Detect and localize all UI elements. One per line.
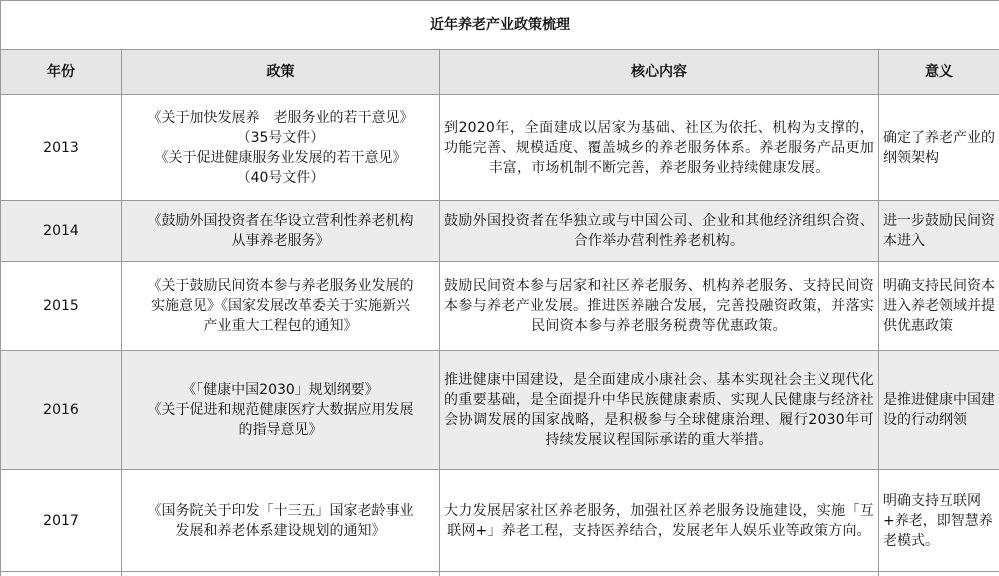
policy-line: 《「健康中国2030」规划纲要》 [182,382,379,398]
content-cell: 推进健康中国建设，是全面建成小康社会、基本实现社会主义现代化的重要基础，是全面提升中华民族健康素质、实现人民健康与经济社会协调发展的国家战略，是积极参与全球健康治理、履行2030年可持续发展议程国际承诺的重大举措。 [440,351,879,470]
policy-line: 发展和养老体系建设规划的通知》 [175,522,386,539]
year-cell: 2016 [1,351,122,470]
policy-line: 《鼓励外国投资者在华设立营利性养老机构 [147,213,414,229]
policy-line: 《关于促进健康服务业发展的若干意见》 [154,149,407,166]
content-cell: 到2020年，全面建成以居家为基础、社区为依托、机构为支撑的，功能完善、规模适度、覆盖城乡的养老服务体系。养老服务产品更加丰富，市场机制不断完善，养老服务业持续健康发展。 [440,95,879,201]
header-content: 核心内容 [440,50,879,95]
year-cell: 2013 [1,95,122,201]
header-meaning: 意义 [879,50,999,95]
header-policy: 政策 [122,50,440,95]
content-cell: 大力发展居家社区养老服务，加强社区养老服务设施建设，实施「互联网+」养老工程，支持医养结合，发展老年人娱乐业等政策方向。 [440,470,879,572]
table-row-cut [1,572,999,576]
policy-cell [122,351,440,470]
table-row [1,262,999,351]
policy-line: 产业重大工程包的通知》 [203,318,358,334]
empty-cell [1,572,122,576]
table-row [1,201,999,262]
table-row [1,95,999,201]
content-cell: 鼓励民间资本参与居家和社区养老服务、机构养老服务、支持民间资本参与养老产业发展。推进医养融合发展，完善投融资政策，并落实民间资本参与养老服务税费等优惠政策。 [440,262,879,351]
policy-line: （35号文件） [236,129,325,146]
meaning-cell: 进一步鼓励民间资本进入 [879,201,999,262]
table-title: 近年养老产业政策梳理 [1,1,999,50]
policy-cell [122,470,440,572]
policy-line: 的指导意见》 [238,422,323,438]
policy-line: 《关于促进和规范健康医疗大数据应用发展 [147,402,414,418]
meaning-cell: 是推进健康中国建设的行动纲领 [879,351,999,470]
empty-cell [440,572,879,576]
policy-cell [122,262,440,351]
policy-line: 从事养老服务》 [231,233,330,249]
policy-line: 《国务院关于印发「十三五」国家老龄事业 [147,502,414,519]
table-row [1,470,999,572]
policy-line: 《关于鼓励民间资本参与养老服务业发展的 [147,278,414,294]
empty-cell [122,572,440,576]
meaning-cell: 确定了养老产业的纲领架构 [879,95,999,201]
meaning-cell: 明确支持民间资本进入养老领域并提供优惠政策 [879,262,999,351]
year-cell: 2017 [1,470,122,572]
meaning-cell: 明确支持互联网+养老，即智慧养老模式。 [879,470,999,572]
year-cell: 2014 [1,201,122,262]
policy-line: （40号文件） [236,169,325,186]
empty-cell [879,572,999,576]
policy-cell [122,201,440,262]
policy-cell [122,95,440,201]
content-cell: 鼓励外国投资者在华独立或与中国公司、企业和其他经济组织合资、合作举办营利性养老机构。 [440,201,879,262]
year-cell: 2015 [1,262,122,351]
policy-line: 实施意见》《国家发展改革委关于实施新兴 [151,298,410,314]
policy-line: 《关于加快发展养 老服务业的若干意见》 [147,109,414,126]
header-year: 年份 [1,50,122,95]
table-row [1,351,999,470]
